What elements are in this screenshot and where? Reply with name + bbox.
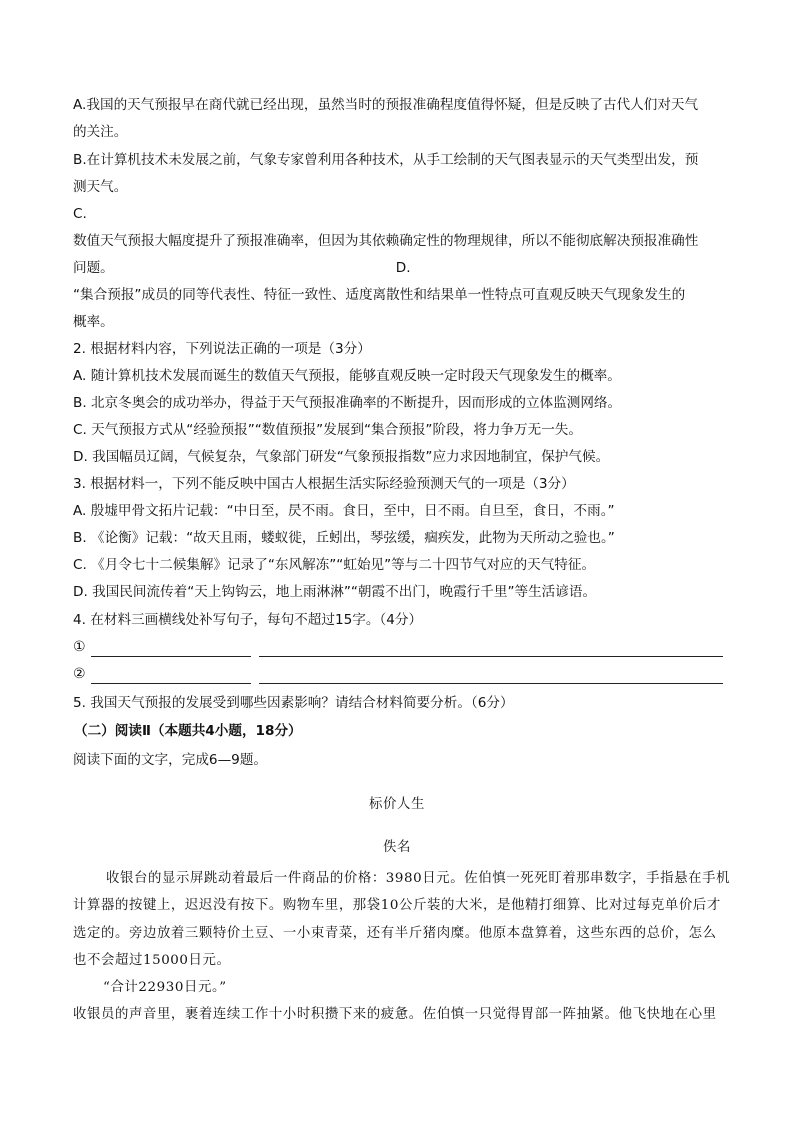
story-title: 标价人生 [369,797,425,812]
q2-option-d: D. 我国幅员辽阔，气候复杂，气象部门研发“气象预报指数”应力求因地制宜，保护气候。 [73,449,610,465]
answer-mark-2: ② [73,666,86,682]
q1-option-b-line1: B.在计算机技术未发展之前，气象专家曾利用各种技术，从手工绘制的天气图表显示的天气类型出发，预 [73,152,699,168]
story-p1-line2: 计算器的按键上，迟迟没有按下。购物车里，那袋10公斤装的大米，是他精打细算、比对过每克单价后才 [73,898,721,913]
q1-option-d-line2: 概率。 [73,314,114,330]
answer-blank-1b[interactable] [259,656,723,657]
section-instruction: 阅读下面的文字，完成6—9题。 [73,752,268,768]
answer-mark-1: ① [73,639,86,655]
q1-option-c-label: C. [73,206,87,222]
story-p1-line4: 也不会超过15000日元。 [73,953,231,968]
answer-row-1 [73,638,723,658]
q1-option-c-line2-row [73,259,411,277]
story-p3-line1: 收银员的声音里，裹着连续工作十小时积攒下来的疲惫。佐伯慎一只觉得胃部一阵抽紧。他飞快地在心里 [73,1007,717,1022]
q4-stem: 4. 在材料三画横线处补写句子，每句不超过15字。（4分） [73,612,423,628]
q3-option-b: B. 《论衡》记载：“故天且雨，蝼蚁徙，丘蚓出，琴弦缓，痼疾发，此物为天所动之验也。” [73,530,615,546]
q3-stem: 3. 根据材料一，下列不能反映中国古人根据生活实际经验预测天气的一项是（3分） [73,476,575,492]
q3-option-a: A. 殷墟甲骨文拓片记载：“中日至，昃不雨。食日，至中，日不雨。自旦至，食日，不雨。” [73,503,615,519]
story-p2: “合计22930日元。” [103,980,227,995]
section-heading: （二）阅读Ⅱ（本题共4小题，18分） [74,723,302,739]
answer-blank-2a[interactable] [91,683,251,684]
q3-option-c: C. 《月令七十二候集解》记录了“东风解冻”“虹始见”等与二十四节气对应的天气特征。 [73,557,596,573]
story-p1-line3: 选定的。旁边放着三颗特价土豆、一小束青菜，还有半斤猪肉糜。他原本盘算着，这些东西的总价，怎么 [73,926,717,941]
story-p1-line1: 收银台的显示屏跳动着最后一件商品的价格：3980日元。佐伯慎一死死盯着那串数字，手指悬在手机 [106,871,731,886]
q1-option-d-line1: “集合预报”成员的同等代表性、特征一致性、适度离散性和结果单一性特点可直观反映天气现象发生的 [73,287,686,303]
q1-option-b-line2: 测天气。 [73,179,128,195]
q1-option-a-line1: A.我国的天气预报早在商代就已经出现，虽然当时的预报准确程度值得怀疑，但是反映了古代人们对天气 [73,97,699,113]
q1-option-c-line2: 问题。 [73,260,114,276]
q1-option-a-line2: 的关注。 [73,124,128,140]
q3-option-d: D. 我国民间流传着“天上钩钩云，地上雨淋淋”“朝霞不出门，晚霞行千里”等生活谚语。 [73,584,597,600]
answer-blank-1a[interactable] [91,656,251,657]
q2-option-b: B. 北京冬奥会的成功举办，得益于天气预报准确率的不断提升，因而形成的立体监测网络。 [73,395,622,411]
story-author: 佚名 [383,840,411,855]
q2-option-a: A. 随计算机技术发展而诞生的数值天气预报，能够直观反映一定时段天气现象发生的概率。 [73,368,621,384]
q1-option-d-label: D. [395,260,411,276]
answer-row-2 [73,665,723,685]
q2-stem: 2. 根据材料内容，下列说法正确的一项是（3分） [73,341,371,357]
answer-blank-2b[interactable] [259,683,723,684]
q2-option-c: C. 天气预报方式从“经验预报”“数值预报”发展到“集合预报”阶段，将力争万无一失。 [73,422,582,438]
q1-option-c-line1: 数值天气预报大幅度提升了预报准确率，但因为其依赖确定性的物理规律，所以不能彻底解决预报准确性 [73,233,699,249]
q5-stem: 5. 我国天气预报的发展受到哪些因素影响？请结合材料简要分析。（6分） [73,695,514,711]
